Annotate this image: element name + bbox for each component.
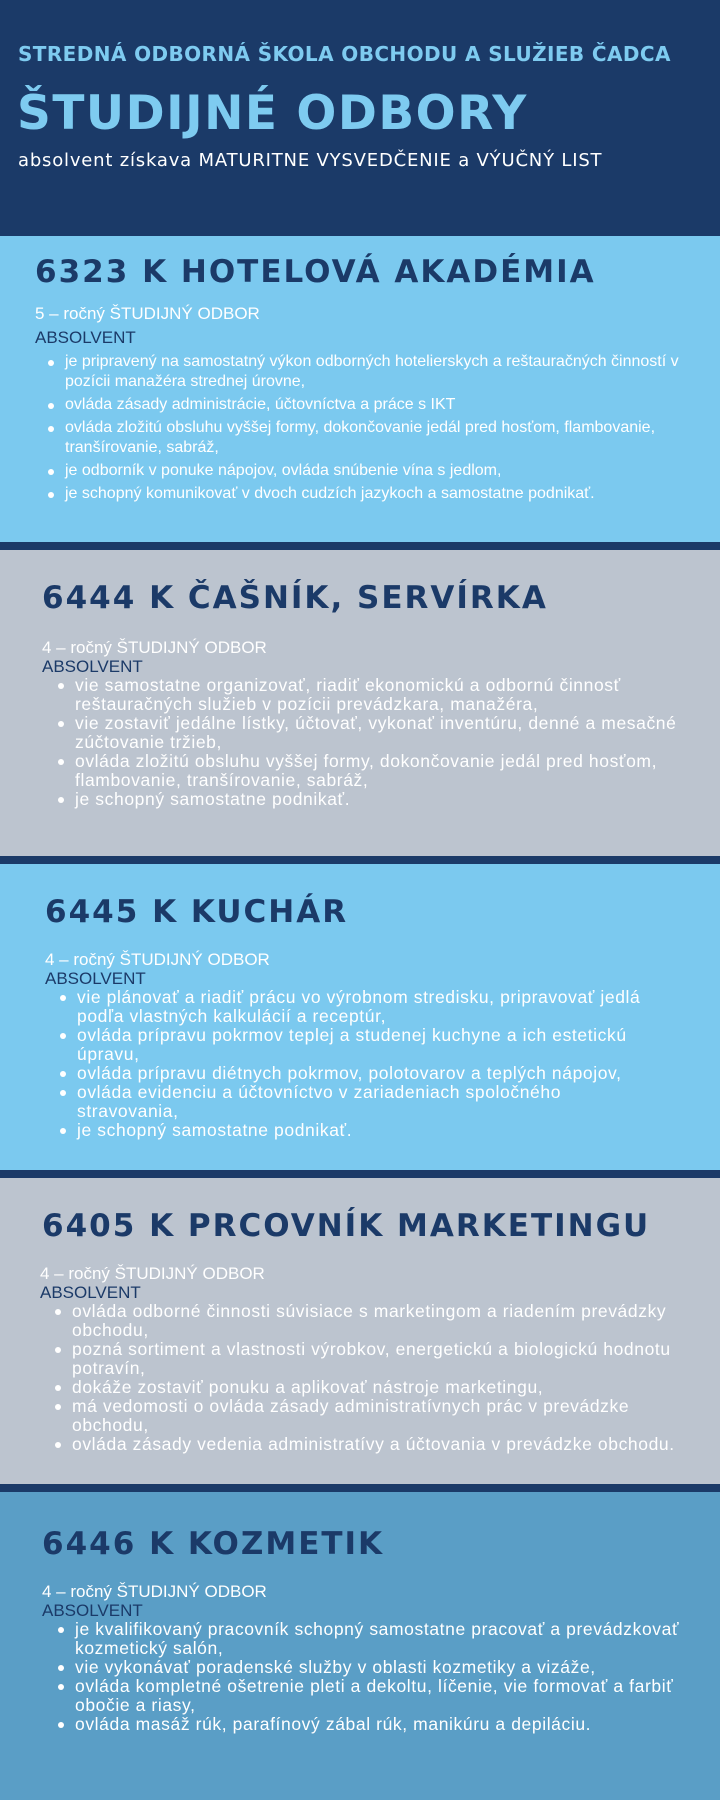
section-items xyxy=(42,1302,702,1454)
list-item: ovláda prípravu pokrmov teplej a studenej kuchyne a ich estetickú úpravu, xyxy=(47,1026,667,1064)
section-absolvent-label: ABSOLVENT xyxy=(45,969,146,988)
list-item: je schopný samostatne podnikať. xyxy=(45,790,715,809)
section-items xyxy=(47,988,667,1140)
list-item: vie samostatne organizovať, riadiť ekonomickú a odbornú činnosť reštauračných služieb v pozícii prevádzkara, manažéra, xyxy=(45,676,715,714)
list-item: je schopný samostatne podnikať. xyxy=(47,1121,667,1140)
section-title: 6445 K KUCHÁR xyxy=(45,894,349,930)
list-item: je odborník v ponuke nápojov, ovláda snúbenie vína s jedlom, xyxy=(35,461,685,481)
section-items xyxy=(45,676,715,809)
section-type: 4 – ročný ŠTUDIJNÝ ODBOR xyxy=(42,1582,267,1601)
section-title: 6405 K PRCOVNÍK MARKETINGU xyxy=(42,1208,651,1244)
list-item: je pripravený na samostatný výkon odborných hotelierskych a reštauračných činností v pozícii manažéra strednej úrovne, xyxy=(35,352,685,392)
section-absolvent-label: ABSOLVENT xyxy=(35,328,136,347)
page-title: ŠTUDIJNÉ ODBORY xyxy=(17,86,528,141)
list-item: ovláda evidenciu a účtovníctvo v zariadeniach spoločného stravovania, xyxy=(47,1083,667,1121)
list-item: vie vykonávať poradenské služby v oblasti kozmetiky a vizáže, xyxy=(45,1658,705,1677)
page-subtitle: absolvent získava MATURITNE VYSVEDČENIE a VÝUČNÝ LIST xyxy=(18,150,603,171)
section-type: 4 – ročný ŠTUDIJNÝ ODBOR xyxy=(45,950,270,969)
list-item: je schopný komunikovať v dvoch cudzích jazykoch a samostatne podnikať. xyxy=(35,484,685,504)
section-kozmetik xyxy=(0,1492,720,1800)
section-items xyxy=(35,352,685,507)
section-type: 4 – ročný ŠTUDIJNÝ ODBOR xyxy=(40,1264,265,1283)
section-type: 4 – ročný ŠTUDIJNÝ ODBOR xyxy=(42,638,267,657)
section-casnik-servirka xyxy=(0,550,720,856)
list-item: ovláda zložitú obsluhu vyššej formy, dokončovanie jedál pred hosťom, flambovanie, tranšírovanie, sabráž, xyxy=(35,418,685,458)
list-item: ovláda kompletné ošetrenie pleti a dekoltu, líčenie, vie formovať a farbiť obočie a riasy, xyxy=(45,1677,705,1715)
section-kuchar xyxy=(0,864,720,1170)
list-item: vie plánovať a riadiť prácu vo výrobnom stredisku, pripravovať jedlá podľa vlastných kalkulácií a receptúr, xyxy=(47,988,667,1026)
section-items xyxy=(45,1620,705,1734)
section-absolvent-label: ABSOLVENT xyxy=(40,1283,141,1302)
list-item: má vedomosti o ovláda zásady administratívnych prác v prevádzke obchodu, xyxy=(42,1397,702,1435)
list-item: pozná sortiment a vlastnosti výrobkov, energetickú a biologickú hodnotu potravín, xyxy=(42,1340,702,1378)
list-item: ovláda masáž rúk, parafínový zábal rúk, manikúru a depiláciu. xyxy=(45,1715,705,1734)
section-title: 6446 K KOZMETIK xyxy=(42,1526,385,1562)
list-item: vie zostaviť jedálne lístky, účtovať, vykonať inventúru, denné a mesačné zúčtovanie tržieb, xyxy=(45,714,715,752)
list-item: ovláda zložitú obsluhu vyššej formy, dokončovanie jedál pred hosťom, flambovanie, tranšírovanie, sabráž, xyxy=(45,752,715,790)
section-absolvent-label: ABSOLVENT xyxy=(42,657,143,676)
list-item: dokáže zostaviť ponuku a aplikovať nástroje marketingu, xyxy=(42,1378,702,1397)
list-item: ovláda zásady vedenia administratívy a účtovania v prevádzke obchodu. xyxy=(42,1435,702,1454)
list-item: ovláda prípravu diétnych pokrmov, polotovarov a teplých nápojov, xyxy=(47,1064,667,1083)
section-type: 5 – ročný ŠTUDIJNÝ ODBOR xyxy=(35,304,260,323)
section-title: 6323 K HOTELOVÁ AKADÉMIA xyxy=(35,254,596,290)
section-hotelova-akademia xyxy=(0,236,720,542)
list-item: ovláda zásady administrácie, účtovníctva a práce s IKT xyxy=(35,395,685,415)
list-item: je kvalifikovaný pracovník schopný samostatne pracovať a prevádzkovať kozmetický salón, xyxy=(45,1620,705,1658)
school-name: STREDNÁ ODBORNÁ ŠKOLA OBCHODU A SLUŽIEB ČADCA xyxy=(18,42,671,66)
header xyxy=(0,0,720,236)
section-absolvent-label: ABSOLVENT xyxy=(42,1601,143,1620)
list-item: ovláda odborné činnosti súvisiace s marketingom a riadením prevádzky obchodu, xyxy=(42,1302,702,1340)
section-pracovnik-marketingu xyxy=(0,1178,720,1484)
section-title: 6444 K ČAŠNÍK, SERVÍRKA xyxy=(42,580,548,616)
